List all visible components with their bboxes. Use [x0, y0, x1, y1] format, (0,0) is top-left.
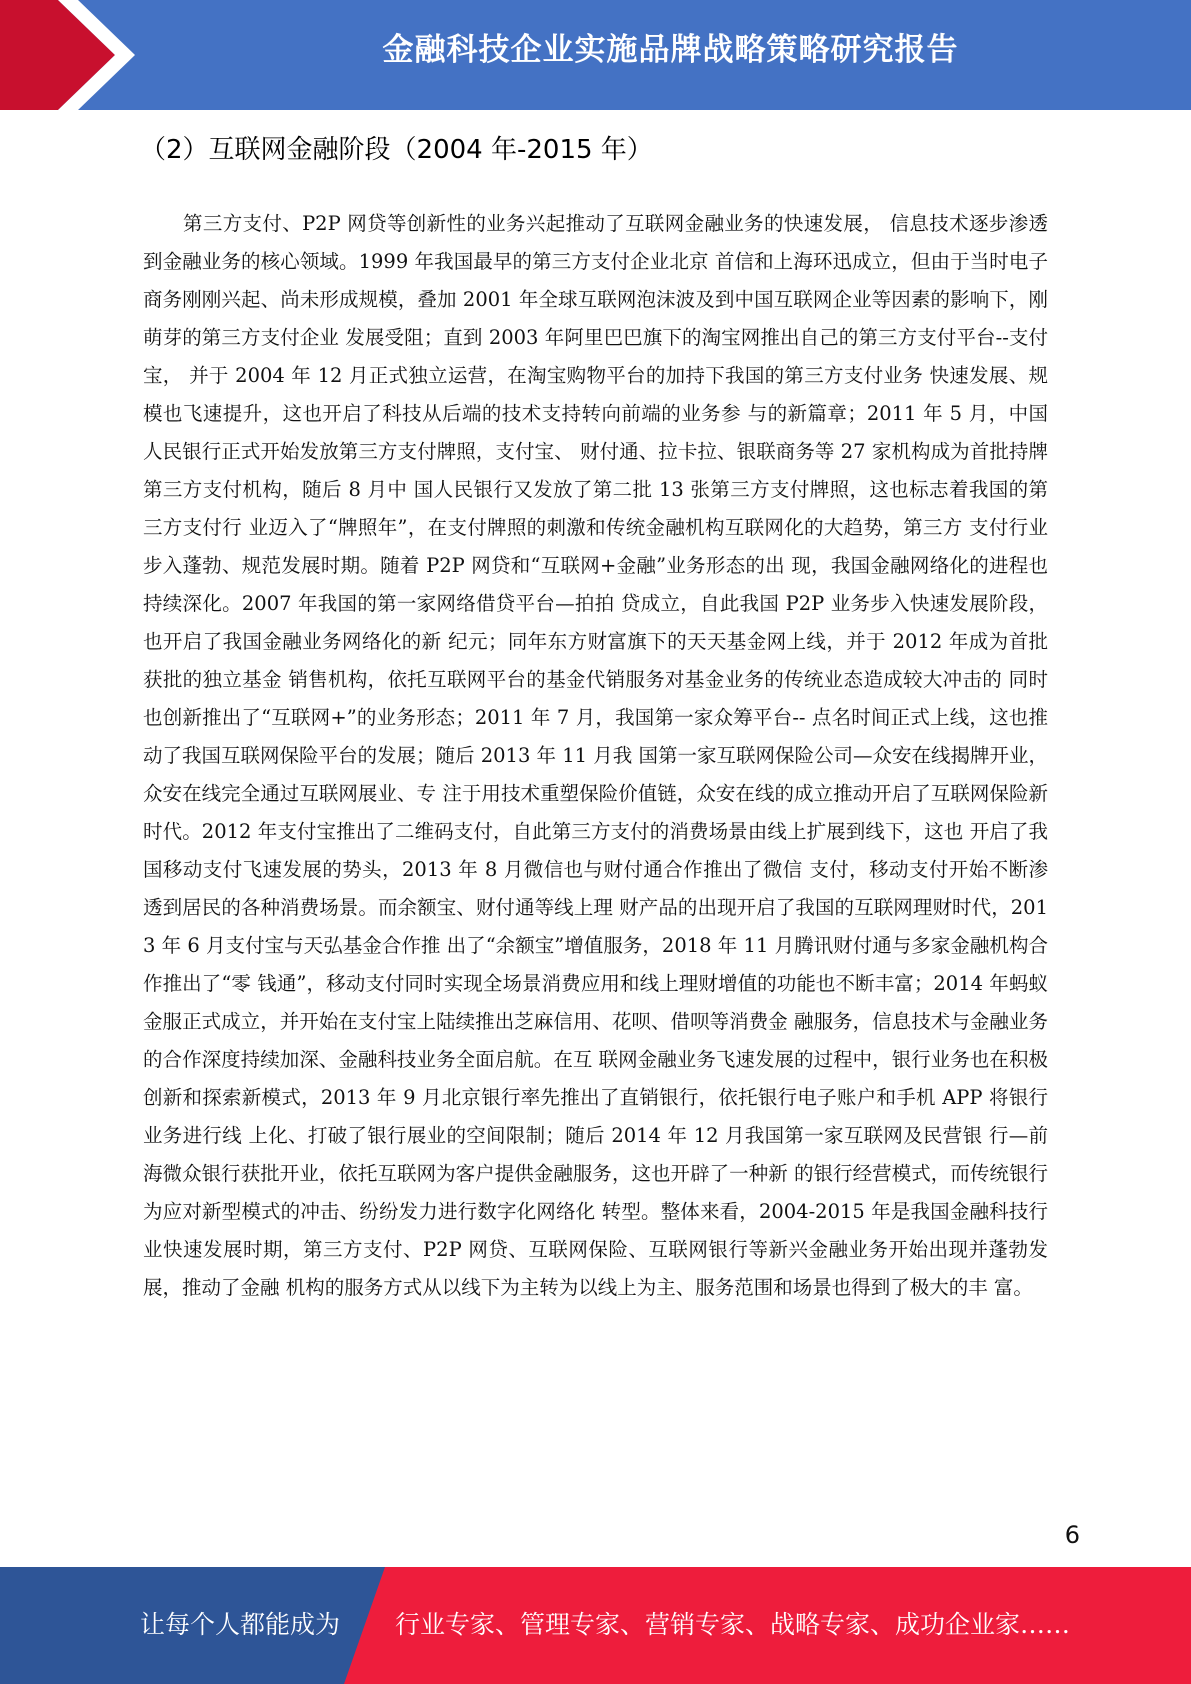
- page-number: 6: [1064, 1521, 1080, 1549]
- section-heading: （2）互联网金融阶段（2004 年-2015 年）: [140, 135, 653, 165]
- footer-slogan-left: 让每个人都能成为: [140, 1610, 341, 1639]
- header-red-block: [0, 0, 115, 110]
- body-paragraph: 第三方支付、P2P 网贷等创新性的业务兴起推动了互联网金融业务的快速发展， 信息技术逐步渗透到金融业务的核心领域。1999 年我国最早的第三方支付企业北京 首信和上海环迅成立，但由于当时电子商务刚刚兴起、尚未形成规模，叠加 2001 年全球互联网泡沫波及到中国互联网企业等因素的影响下，刚萌芽的第三方支付企业 发展受阻；直到 2003 年阿里巴巴旗下的淘宝网推出自己的第三方支付平台--支付宝， 并于 2004 年 12 月正式独立运营，在淘宝购物平台的加持下我国的第三方支付业务 快速发展、规模也飞速提升，这也开启了科技从后端的技术支持转向前端的业务参 与的新篇章；2011 年 5 月，中国人民银行正式开始发放第三方支付牌照，支付宝、 财付通、拉卡拉、银联商务等 27 家机构成为首批持牌第三方支付机构，随后 8 月中 国人民银行又发放了第二批 13 张第三方支付牌照，这也标志着我国的第三方支付行 业迈入了“牌照年”，在支付牌照的刺激和传统金融机构互联网化的大趋势，第三方 支付行业步入蓬勃、规范发展时期。随着 P2P 网贷和“互联网+金融”业务形态的出 现，我国金融网络化的进程也持续深化。2007 年我国的第一家网络借贷平台—拍拍 贷成立，自此我国 P2P 业务步入快速发展阶段，也开启了我国金融业务网络化的新 纪元；同年东方财富旗下的天天基金网上线，并于 2012 年成为首批获批的独立基金 销售机构，依托互联网平台的基金代销服务对基金业务的传统业态造成较大冲击的 同时也创新推出了“互联网+”的业务形态；2011 年 7 月，我国第一家众筹平台-- 点名时间正式上线，这也推动了我国互联网保险平台的发展；随后 2013 年 11 月我 国第一家互联网保险公司—众安在线揭牌开业，众安在线完全通过互联网展业、专 注于用技术重塑保险价值链，众安在线的成立推动开启了互联网保险新时代。2012 年支付宝推出了二维码支付，自此第三方支付的消费场景由线上扩展到线下，这也 开启了我国移动支付飞速发展的势头，2013 年 8 月微信也与财付通合作推出了微信 支付，移动支付开始不断渗透到居民的各种消费场景。而余额宝、财付通等线上理 财产品的出现开启了我国的互联网理财时代，2013 年 6 月支付宝与天弘基金合作推 出了“余额宝”增值服务，2018 年 11 月腾讯财付通与多家金融机构合作推出了“零 钱通”，移动支付同时实现全场景消费应用和线上理财增值的功能也不断丰富；2014 年蚂蚁金服正式成立，并开始在支付宝上陆续推出芝麻信用、花呗、借呗等消费金 融服务，信息技术与金融业务的合作深度持续加深、金融科技业务全面启航。在互 联网金融业务飞速发展的过程中，银行业务也在积极创新和探索新模式，2013 年 9 月北京银行率先推出了直销银行，依托银行电子账户和手机 APP 将银行业务进行线 上化、打破了银行展业的空间限制；随后 2014 年 12 月我国第一家互联网及民营银 行—前海微众银行获批开业，依托互联网为客户提供金融服务，这也开辟了一种新 的银行经营模式，而传统银行为应对新型模式的冲击、纷纷发力进行数字化网络化 转型。整体来看，2004-2015 年是我国金融科技行业快速发展时期，第三方支付、P2P 网贷、互联网保险、互联网银行等新兴金融业务开始出现并蓬勃发展，推动了金融 机构的服务方式从以线下为主转为以线上为主、服务范围和场景也得到了极大的丰 富。: [143, 212, 1048, 1299]
- footer-slogan-right: 行业专家、管理专家、营销专家、战略专家、成功企业家……: [395, 1610, 1071, 1639]
- header-title: 金融科技企业实施品牌战略策略研究报告: [382, 32, 959, 68]
- header-arrow-decoration: [0, 0, 150, 110]
- page-header: [0, 0, 1191, 110]
- page-footer: [0, 1567, 1191, 1684]
